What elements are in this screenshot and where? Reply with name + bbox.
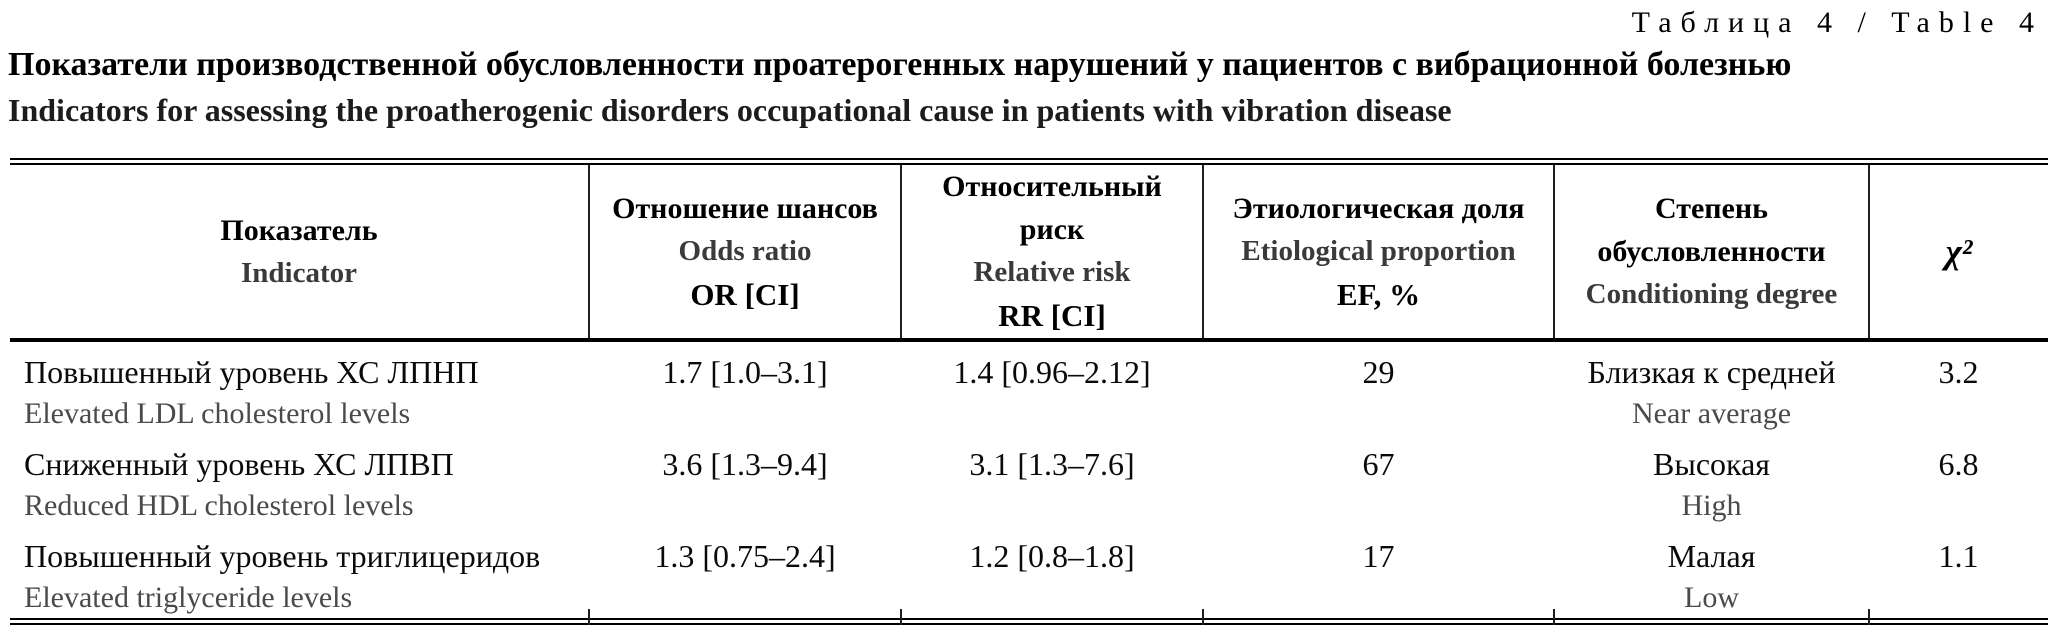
- header-etiological-proportion-abbr: EF, %: [1336, 276, 1421, 312]
- table-row: [10, 340, 2048, 434]
- header-cell-relative-risk: [901, 162, 1203, 341]
- header-cell-odds-ratio: [589, 162, 901, 341]
- column-rule-tick: [588, 609, 590, 625]
- header-conditioning-degree-en: Conditioning degree: [1585, 278, 1838, 310]
- header-row: [10, 162, 2048, 341]
- chi-square-value: 1.1: [1938, 538, 1979, 574]
- cell-relative-risk: [901, 526, 1203, 622]
- indicator-en: Elevated LDL cholesterol levels: [24, 397, 411, 430]
- cell-indicator: [10, 526, 589, 622]
- cell-odds-ratio: [589, 434, 901, 526]
- cell-relative-risk: [901, 340, 1203, 434]
- indicator-ru: Повышенный уровень ХС ЛПНП: [24, 354, 479, 390]
- header-indicator-en: Indicator: [241, 256, 357, 289]
- conditioning-degree-en: Low: [1684, 581, 1739, 614]
- header-indicator-ru: Показатель: [220, 213, 378, 247]
- odds-ratio-value: 1.3 [0.75–2.4]: [654, 538, 836, 574]
- header-relative-risk-ru: Относительный риск: [942, 170, 1162, 246]
- column-rule-tick: [1202, 609, 1204, 625]
- cell-etiological-proportion: [1203, 434, 1554, 526]
- cell-conditioning-degree: [1554, 434, 1869, 526]
- header-etiological-proportion-en: Etiological proportion: [1241, 234, 1516, 267]
- indicator-en: Reduced HDL cholesterol levels: [24, 489, 414, 522]
- cell-indicator: [10, 340, 589, 434]
- conditioning-degree-en: High: [1681, 489, 1742, 522]
- relative-risk-value: 1.4 [0.96–2.12]: [953, 354, 1151, 390]
- cell-chi-square: [1869, 434, 2048, 526]
- cell-chi-square: [1869, 526, 2048, 622]
- header-odds-ratio-en: Odds ratio: [678, 234, 812, 267]
- relative-risk-value: 1.2 [0.8–1.8]: [969, 538, 1135, 574]
- conditioning-degree-en: Near average: [1631, 397, 1792, 430]
- header-relative-risk-abbr: RR [CI]: [998, 298, 1106, 333]
- table-header: [10, 162, 2048, 341]
- table-caption-label: Таблица 4 / Table 4: [1631, 6, 2043, 39]
- column-rule-tick: [1553, 609, 1555, 625]
- conditioning-degree-ru: Близкая к средней: [1587, 354, 1836, 390]
- table-row: [10, 526, 2048, 622]
- chi-square-value: 6.8: [1938, 446, 1979, 482]
- indicator-en: Elevated triglyceride levels: [24, 581, 353, 614]
- cell-relative-risk: [901, 434, 1203, 526]
- header-conditioning-degree-ru: Степень обусловленности: [1597, 192, 1826, 268]
- header-odds-ratio-ru: Отношение шансов: [612, 191, 878, 225]
- table-container: [10, 158, 2048, 625]
- etiological-proportion-value: 29: [1362, 354, 1395, 390]
- odds-ratio-value: 3.6 [1.3–9.4]: [662, 446, 828, 482]
- cell-conditioning-degree: [1554, 526, 1869, 622]
- table-row: [10, 434, 2048, 526]
- cell-conditioning-degree: [1554, 340, 1869, 434]
- conditioning-degree-ru: Малая: [1667, 538, 1756, 574]
- header-etiological-proportion-ru: Этиологическая доля: [1232, 191, 1525, 225]
- etiological-proportion-value: 67: [1362, 446, 1395, 482]
- header-cell-indicator: [10, 162, 589, 341]
- column-rule-tick: [1868, 609, 1870, 625]
- indicators-table: [10, 158, 2048, 625]
- odds-ratio-value: 1.7 [1.0–3.1]: [662, 354, 828, 390]
- table-title-english: Indicators for assessing the proatherogenic disorders occupational cause in patients with vibration disease: [8, 92, 1452, 128]
- chi-square-value: 3.2: [1938, 354, 1979, 390]
- cell-etiological-proportion: [1203, 340, 1554, 434]
- table-body: [10, 340, 2048, 622]
- column-rule-tick: [900, 609, 902, 625]
- conditioning-degree-ru: Высокая: [1652, 446, 1771, 482]
- relative-risk-value: 3.1 [1.3–7.6]: [969, 446, 1135, 482]
- indicator-ru: Сниженный уровень ХС ЛПВП: [24, 446, 454, 482]
- cell-indicator: [10, 434, 589, 526]
- chi-square-symbol: χ²: [1945, 231, 1973, 271]
- cell-chi-square: [1869, 340, 2048, 434]
- header-cell-conditioning-degree: [1554, 162, 1869, 341]
- cell-etiological-proportion: [1203, 526, 1554, 622]
- table-title-russian: Показатели производственной обусловленности проатерогенных нарушений у пациентов с вибрационной болезнью: [8, 46, 1792, 83]
- header-cell-etiological-proportion: [1203, 162, 1554, 341]
- etiological-proportion-value: 17: [1362, 538, 1395, 574]
- header-relative-risk-en: Relative risk: [973, 256, 1131, 288]
- indicator-ru: Повышенный уровень триглицеридов: [24, 538, 541, 574]
- header-cell-chi-square: [1869, 162, 2048, 341]
- cell-odds-ratio: [589, 526, 901, 622]
- header-odds-ratio-abbr: OR [CI]: [690, 276, 800, 312]
- cell-odds-ratio: [589, 340, 901, 434]
